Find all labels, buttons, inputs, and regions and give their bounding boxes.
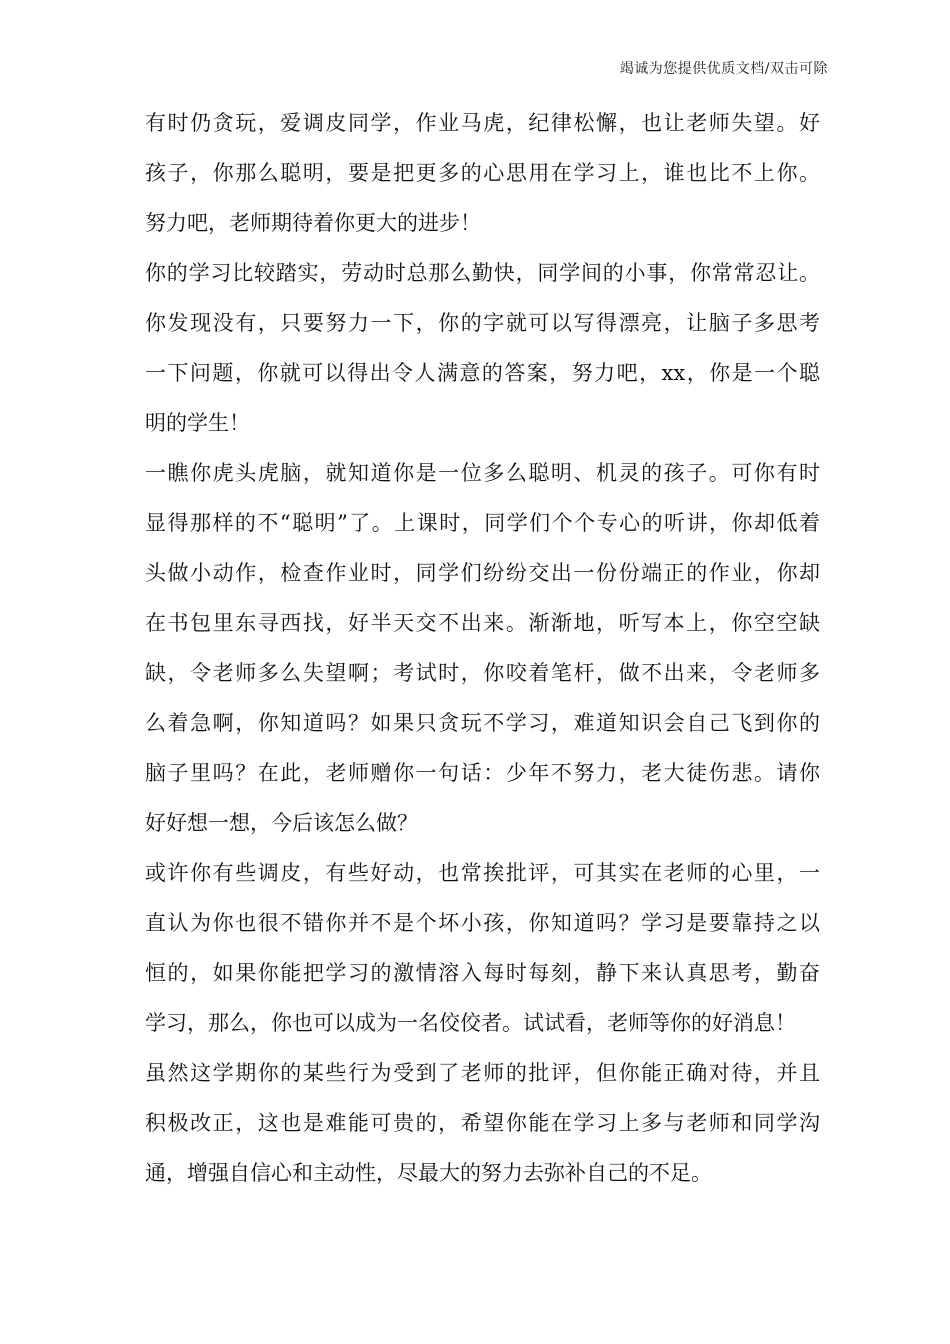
page-header: 竭诚为您提供优质文档/双击可除 <box>619 61 828 77</box>
text-line: 显得那样的不“聪明”了。上课时，同学们个个专心的听讲，你却低着 <box>145 511 820 535</box>
text-line: 脑子里吗？在此，老师赠你一句话：少年不努力，老大徒伤悲。请你 <box>145 761 820 785</box>
text-line: 学习，那么，你也可以成为一名佼佼者。试试看，老师等你的好消息！ <box>145 1011 796 1035</box>
paragraph-4 <box>145 848 820 1048</box>
text-line: 在书包里东寻西找，好半天交不出来。渐渐地，听写本上，你空空缺 <box>145 611 820 635</box>
text-line: 一下问题，你就可以得出令人满意的答案，努力吧，xx，你是一个聪 <box>145 361 820 385</box>
text-line: 恒的，如果你能把学习的激情溶入每时每刻，静下来认真思考，勤奋 <box>145 961 820 985</box>
text-line: 或许你有些调皮，有些好动，也常挨批评，可其实在老师的心里，一 <box>145 861 820 885</box>
text-line: 头做小动作，检查作业时，同学们纷纷交出一份份端正的作业，你却 <box>145 561 820 585</box>
text-line: 好好想一想，今后该怎么做？ <box>145 811 418 835</box>
paragraph-2 <box>145 248 820 448</box>
text-line: 么着急啊，你知道吗？如果只贪玩不学习，难道知识会自己飞到你的 <box>145 711 820 735</box>
text-line: 一瞧你虎头虎脑，就知道你是一位多么聪明、机灵的孩子。可你有时 <box>145 461 820 485</box>
paragraph-1 <box>145 98 820 248</box>
text-line: 虽然这学期你的某些行为受到了老师的批评，但你能正确对待，并且 <box>145 1061 820 1085</box>
text-line: 缺，令老师多么失望啊；考试时，你咬着笔杆，做不出来，令老师多 <box>145 661 820 685</box>
text-line: 直认为你也很不错你并不是个坏小孩，你知道吗？学习是要靠持之以 <box>145 911 820 935</box>
text-line: 积极改正，这也是难能可贵的，希望你能在学习上多与老师和同学沟 <box>145 1111 820 1135</box>
text-line: 你的学习比较踏实，劳动时总那么勤快，同学间的小事，你常常忍让。 <box>145 261 820 285</box>
text-line: 通，增强自信心和主动性，尽最大的努力去弥补自己的不足。 <box>145 1161 712 1185</box>
text-line: 有时仍贪玩，爱调皮同学，作业马虎，纪律松懈，也让老师失望。好 <box>145 111 820 135</box>
text-line: 孩子，你那么聪明，要是把更多的心思用在学习上，谁也比不上你。 <box>145 161 820 185</box>
paragraph-3 <box>145 448 820 848</box>
document-body <box>145 98 820 1198</box>
text-line: 明的学生！ <box>145 411 250 435</box>
text-line: 努力吧，老师期待着你更大的进步！ <box>145 211 481 235</box>
paragraph-5 <box>145 1048 820 1198</box>
text-line: 你发现没有，只要努力一下，你的字就可以写得漂亮，让脑子多思考 <box>145 311 820 335</box>
